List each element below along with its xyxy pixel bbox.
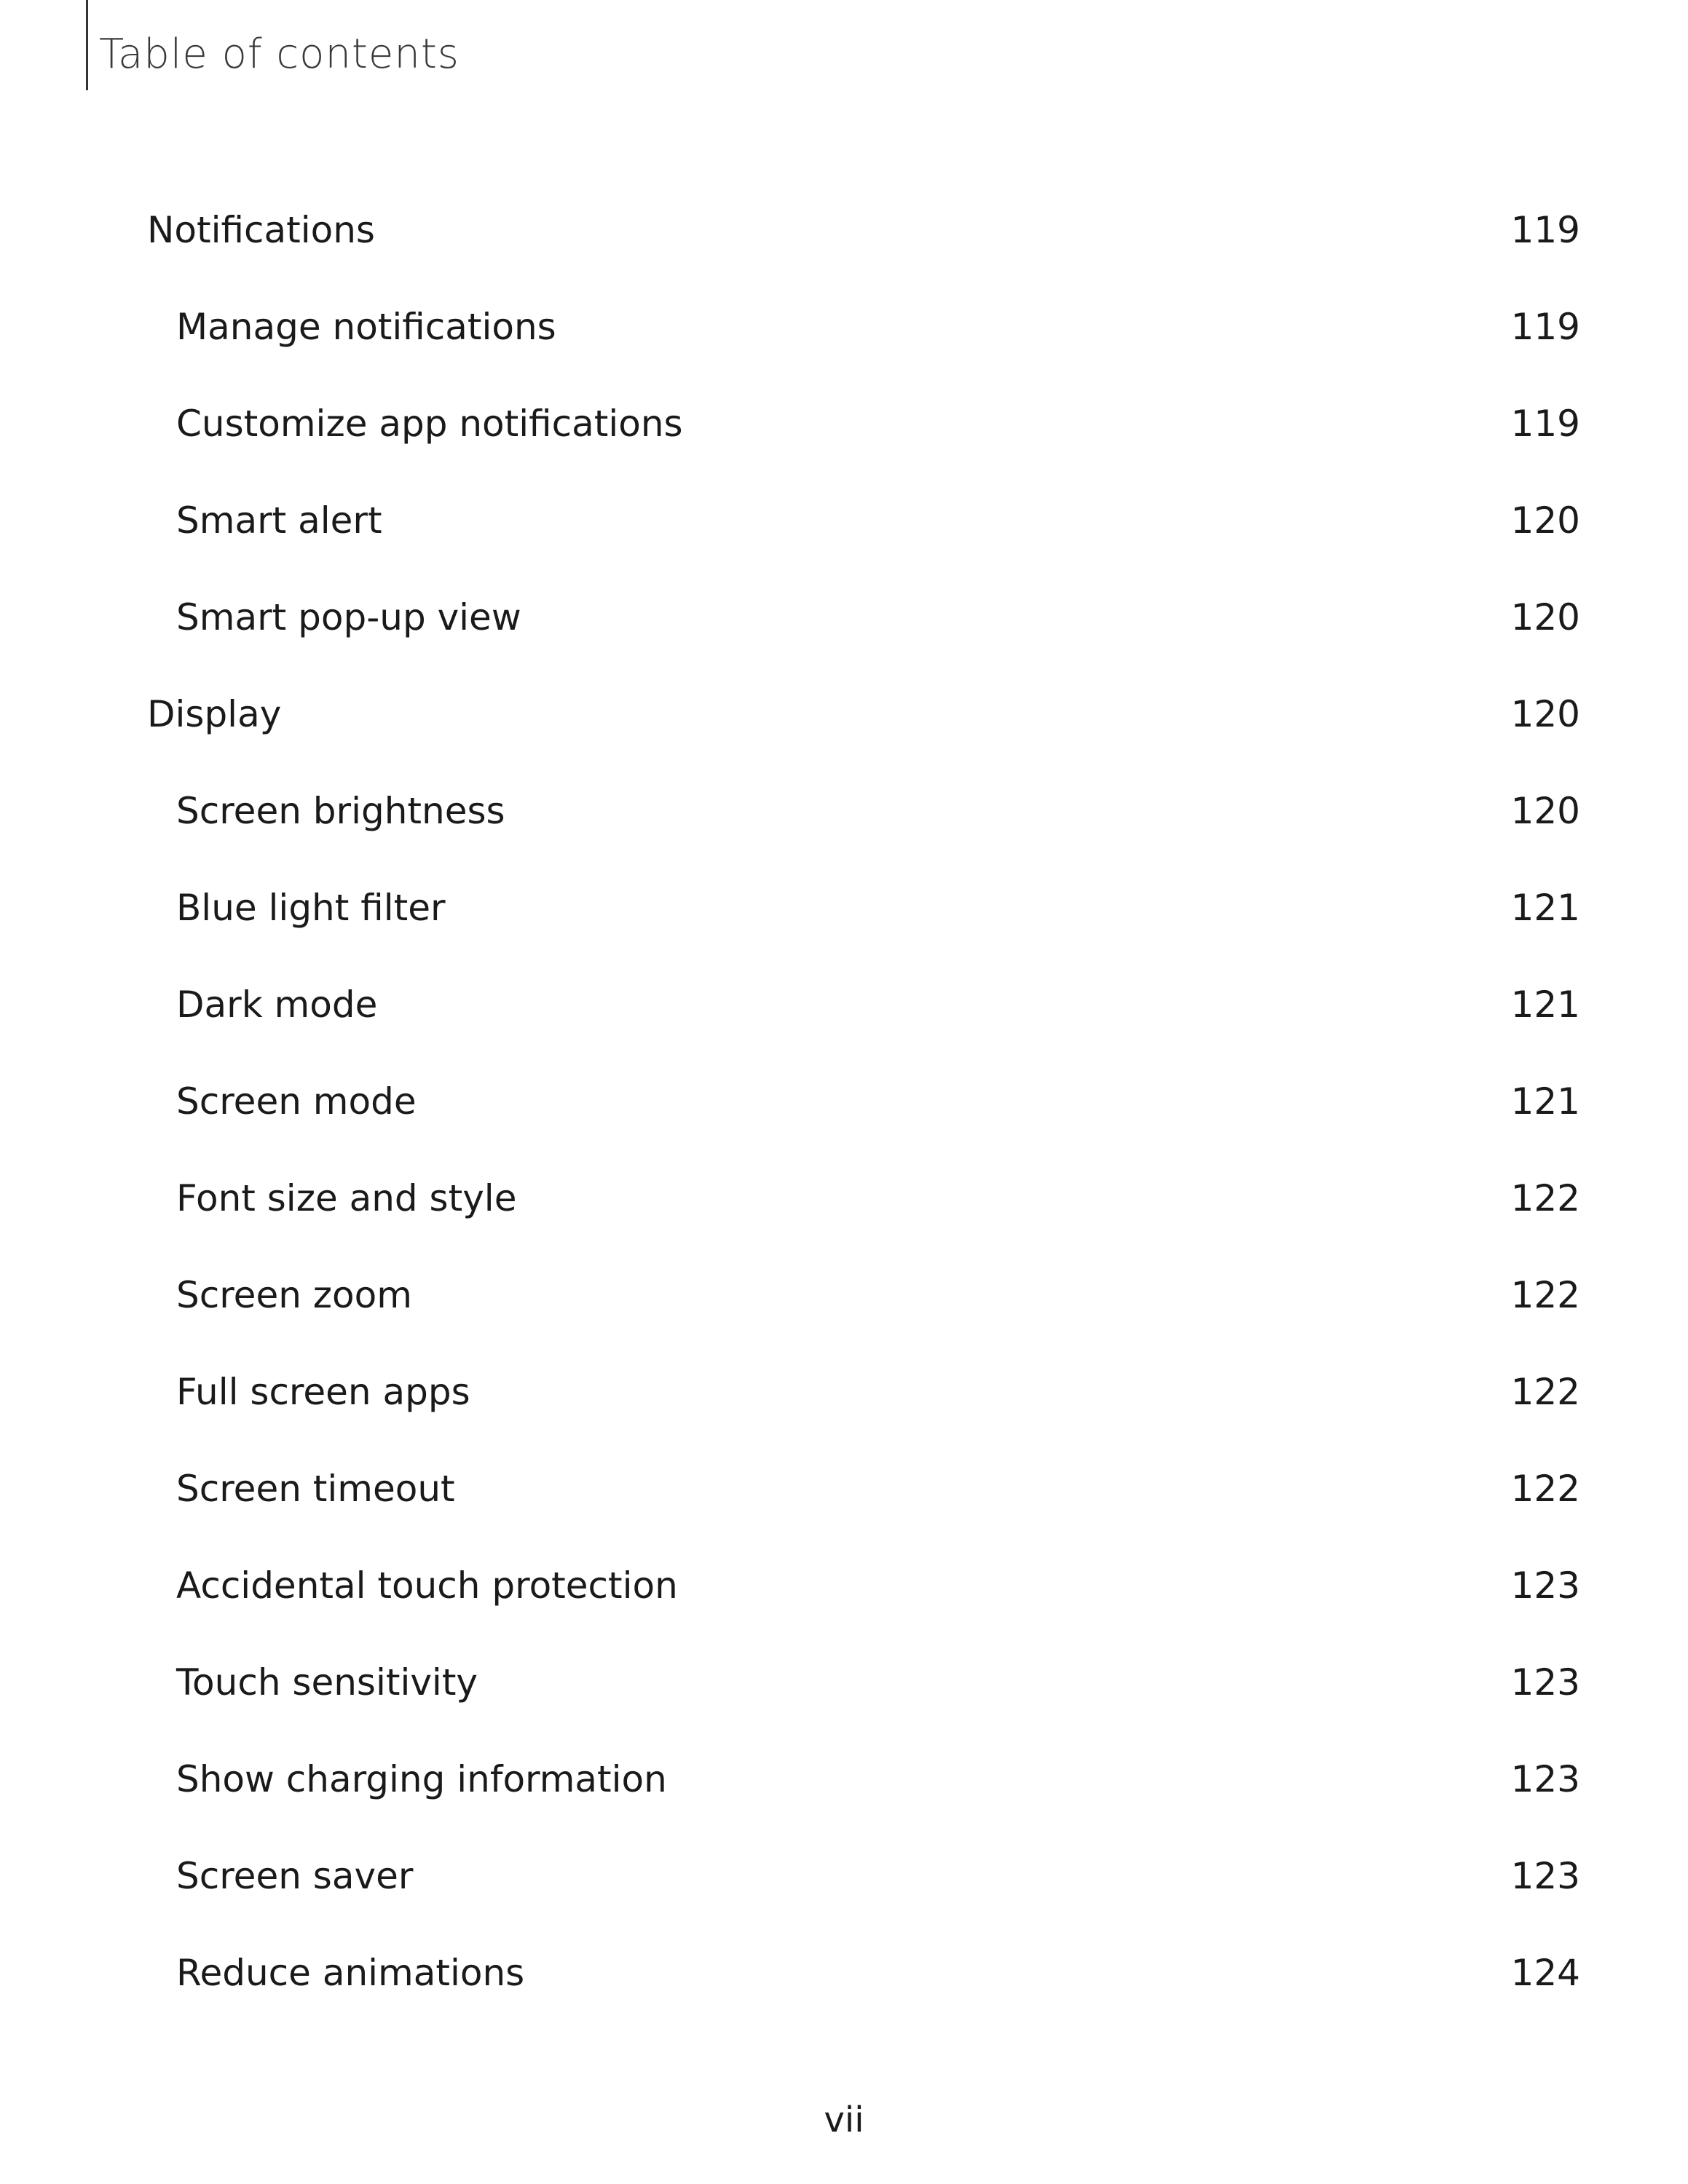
toc-entry-label: Full screen apps	[176, 1371, 470, 1413]
toc-entry-screen-zoom[interactable]	[147, 1247, 1580, 1344]
toc-entry-label: Dark mode	[176, 984, 378, 1026]
toc-entry-label: Font size and style	[176, 1177, 517, 1219]
toc-entry-reduce-animations[interactable]	[147, 1925, 1580, 2022]
toc-entry-accidental-touch-protection[interactable]	[147, 1538, 1580, 1634]
toc-entry-page: 121	[1510, 887, 1580, 929]
footer-page-number: vii	[824, 2100, 864, 2140]
toc-entry-notifications[interactable]	[147, 182, 1580, 279]
toc-entry-label: Screen zoom	[176, 1274, 412, 1316]
toc-entry-page: 121	[1510, 1080, 1580, 1123]
toc-entry-label: Smart pop-up view	[176, 596, 521, 638]
toc-entry-label: Manage notifications	[176, 306, 556, 348]
toc-entry-page: 122	[1510, 1177, 1580, 1219]
toc-entry-page: 122	[1510, 1371, 1580, 1413]
toc-entry-label: Blue light filter	[176, 887, 446, 929]
toc-entry-font-size-and-style[interactable]	[147, 1150, 1580, 1247]
toc-entry-page: 120	[1510, 790, 1580, 832]
toc-entry-label: Screen mode	[176, 1080, 417, 1123]
toc-entry-page: 120	[1510, 499, 1580, 542]
toc-entry-label: Screen brightness	[176, 790, 505, 832]
toc-entry-page: 123	[1510, 1758, 1580, 1800]
toc-entry-full-screen-apps[interactable]	[147, 1344, 1580, 1441]
toc-list	[147, 182, 1580, 2022]
toc-entry-page: 124	[1510, 1952, 1580, 1994]
toc-entry-page: 123	[1510, 1855, 1580, 1897]
toc-entry-page: 123	[1510, 1661, 1580, 1704]
toc-entry-label: Notifications	[147, 209, 375, 251]
toc-entry-blue-light-filter[interactable]	[147, 860, 1580, 957]
toc-entry-label: Display	[147, 693, 282, 735]
toc-entry-page: 120	[1510, 596, 1580, 638]
toc-entry-smart-pop-up-view[interactable]	[147, 569, 1580, 666]
toc-entry-display[interactable]	[147, 666, 1580, 763]
toc-entry-page: 123	[1510, 1564, 1580, 1607]
toc-entry-screen-saver[interactable]	[147, 1828, 1580, 1925]
toc-entry-screen-mode[interactable]	[147, 1053, 1580, 1150]
toc-entry-label: Smart alert	[176, 499, 382, 542]
toc-entry-show-charging-information[interactable]	[147, 1731, 1580, 1828]
toc-entry-label: Accidental touch protection	[176, 1564, 678, 1607]
toc-entry-label: Screen timeout	[176, 1468, 455, 1510]
toc-entry-label: Reduce animations	[176, 1952, 525, 1994]
toc-entry-label: Show charging information	[176, 1758, 667, 1800]
toc-entry-page: 120	[1510, 693, 1580, 735]
toc-entry-label: Customize app notifications	[176, 403, 683, 445]
toc-entry-smart-alert[interactable]	[147, 472, 1580, 569]
toc-entry-screen-timeout[interactable]	[147, 1441, 1580, 1538]
toc-entry-page: 121	[1510, 984, 1580, 1026]
toc-entry-page: 122	[1510, 1274, 1580, 1316]
toc-entry-page: 119	[1510, 209, 1580, 251]
toc-entry-customize-app-notifications[interactable]	[147, 376, 1580, 472]
toc-entry-screen-brightness[interactable]	[147, 763, 1580, 860]
toc-entry-touch-sensitivity[interactable]	[147, 1634, 1580, 1731]
page-header-title: Table of contents	[99, 31, 460, 78]
toc-entry-page: 119	[1510, 306, 1580, 348]
toc-entry-dark-mode[interactable]	[147, 957, 1580, 1053]
toc-entry-manage-notifications[interactable]	[147, 279, 1580, 376]
header-rule	[86, 0, 88, 90]
toc-entry-page: 119	[1510, 403, 1580, 445]
toc-entry-label: Screen saver	[176, 1855, 414, 1897]
toc-entry-label: Touch sensitivity	[176, 1661, 478, 1704]
toc-entry-page: 122	[1510, 1468, 1580, 1510]
